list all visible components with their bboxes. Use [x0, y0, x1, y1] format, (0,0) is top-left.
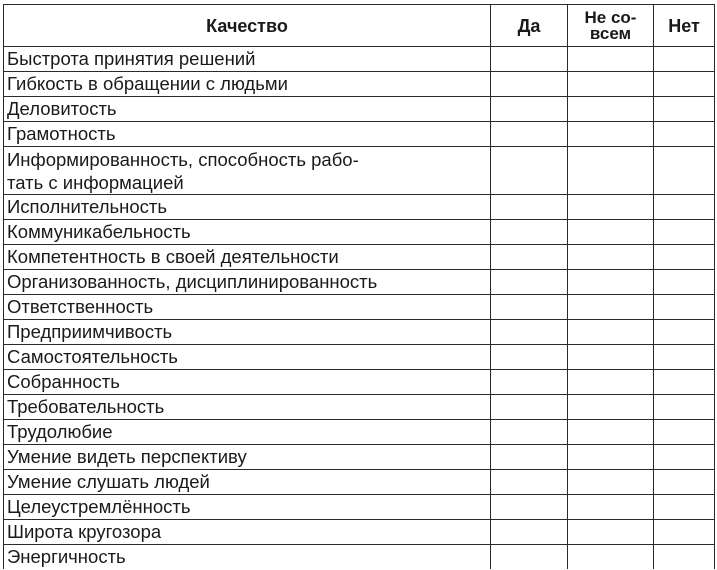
partly-cell[interactable]: [568, 147, 654, 195]
no-cell[interactable]: [654, 520, 715, 545]
yes-cell[interactable]: [491, 97, 568, 122]
header-no: Нет: [654, 5, 715, 47]
partly-cell[interactable]: [568, 270, 654, 295]
table-row: [4, 370, 715, 395]
yes-cell[interactable]: [491, 270, 568, 295]
yes-cell[interactable]: [491, 47, 568, 72]
partly-cell[interactable]: [568, 470, 654, 495]
table-row: [4, 245, 715, 270]
quality-cell: Информированность, способность рабо- тать с информацией: [4, 147, 491, 195]
partly-cell[interactable]: [568, 495, 654, 520]
quality-cell: Компетентность в своей деятельности: [4, 245, 491, 270]
no-cell[interactable]: [654, 345, 715, 370]
no-cell[interactable]: [654, 270, 715, 295]
table-row: [4, 195, 715, 220]
no-cell[interactable]: [654, 370, 715, 395]
yes-cell[interactable]: [491, 72, 568, 97]
partly-cell[interactable]: [568, 195, 654, 220]
yes-cell[interactable]: [491, 320, 568, 345]
partly-cell[interactable]: [568, 445, 654, 470]
quality-cell: Умение слушать людей: [4, 470, 491, 495]
partly-cell[interactable]: [568, 97, 654, 122]
quality-cell: Самостоятельность: [4, 345, 491, 370]
no-cell[interactable]: [654, 395, 715, 420]
no-cell[interactable]: [654, 195, 715, 220]
quality-cell: Грамотность: [4, 122, 491, 147]
yes-cell[interactable]: [491, 220, 568, 245]
yes-cell[interactable]: [491, 520, 568, 545]
quality-cell: Целеустремлённость: [4, 495, 491, 520]
no-cell[interactable]: [654, 97, 715, 122]
yes-cell[interactable]: [491, 295, 568, 320]
table-row: [4, 72, 715, 97]
header-partly: [568, 5, 654, 47]
no-cell[interactable]: [654, 122, 715, 147]
quality-cell: Коммуникабельность: [4, 220, 491, 245]
partly-cell[interactable]: [568, 420, 654, 445]
table-row: [4, 495, 715, 520]
table-row: [4, 147, 715, 195]
partly-cell[interactable]: [568, 370, 654, 395]
table-row: [4, 520, 715, 545]
table-row: [4, 470, 715, 495]
table-row: [4, 97, 715, 122]
quality-cell: Деловитость: [4, 97, 491, 122]
no-cell[interactable]: [654, 47, 715, 72]
yes-cell[interactable]: [491, 122, 568, 147]
table-row: [4, 320, 715, 345]
partly-cell[interactable]: [568, 345, 654, 370]
yes-cell[interactable]: [491, 420, 568, 445]
partly-cell[interactable]: [568, 545, 654, 570]
partly-cell[interactable]: [568, 295, 654, 320]
yes-cell[interactable]: [491, 345, 568, 370]
header-yes: Да: [491, 5, 568, 47]
no-cell[interactable]: [654, 545, 715, 570]
partly-cell[interactable]: [568, 520, 654, 545]
yes-cell[interactable]: [491, 195, 568, 220]
quality-cell: Быстрота принятия решений: [4, 47, 491, 72]
no-cell[interactable]: [654, 320, 715, 345]
table-row: [4, 345, 715, 370]
header-partly-line1: Не со-: [584, 7, 637, 27]
no-cell[interactable]: [654, 295, 715, 320]
partly-cell[interactable]: [568, 320, 654, 345]
table-row: [4, 545, 715, 570]
yes-cell[interactable]: [491, 445, 568, 470]
quality-cell: Требовательность: [4, 395, 491, 420]
no-cell[interactable]: [654, 420, 715, 445]
partly-cell[interactable]: [568, 220, 654, 245]
no-cell[interactable]: [654, 495, 715, 520]
quality-cell: Собранность: [4, 370, 491, 395]
yes-cell[interactable]: [491, 395, 568, 420]
header-quality: Качество: [4, 5, 491, 47]
quality-cell: Умение видеть перспективу: [4, 445, 491, 470]
no-cell[interactable]: [654, 72, 715, 97]
no-cell[interactable]: [654, 445, 715, 470]
quality-cell: Гибкость в обращении с людьми: [4, 72, 491, 97]
qualities-table: [3, 4, 715, 569]
quality-cell: Предприимчивость: [4, 320, 491, 345]
no-cell[interactable]: [654, 470, 715, 495]
table-row: [4, 122, 715, 147]
partly-cell[interactable]: [568, 47, 654, 72]
table-row: [4, 295, 715, 320]
table-row: [4, 420, 715, 445]
yes-cell[interactable]: [491, 370, 568, 395]
quality-cell: Энергичность: [4, 545, 491, 570]
yes-cell[interactable]: [491, 147, 568, 195]
table-row: [4, 445, 715, 470]
table-row: [4, 47, 715, 72]
no-cell[interactable]: [654, 245, 715, 270]
yes-cell[interactable]: [491, 245, 568, 270]
quality-cell: Организованность, дисциплинированность: [4, 270, 491, 295]
quality-cell: Исполнительность: [4, 195, 491, 220]
yes-cell[interactable]: [491, 495, 568, 520]
quality-cell: Трудолюбие: [4, 420, 491, 445]
header-row: [4, 5, 715, 47]
table-row: [4, 270, 715, 295]
yes-cell[interactable]: [491, 545, 568, 570]
no-cell[interactable]: [654, 147, 715, 195]
no-cell[interactable]: [654, 220, 715, 245]
partly-cell[interactable]: [568, 395, 654, 420]
partly-cell[interactable]: [568, 122, 654, 147]
yes-cell[interactable]: [491, 470, 568, 495]
header-partly-line2: всем: [589, 23, 632, 43]
partly-cell[interactable]: [568, 245, 654, 270]
quality-cell: Ответственность: [4, 295, 491, 320]
partly-cell[interactable]: [568, 72, 654, 97]
table-row: [4, 395, 715, 420]
table-row: [4, 220, 715, 245]
quality-cell: Широта кругозора: [4, 520, 491, 545]
